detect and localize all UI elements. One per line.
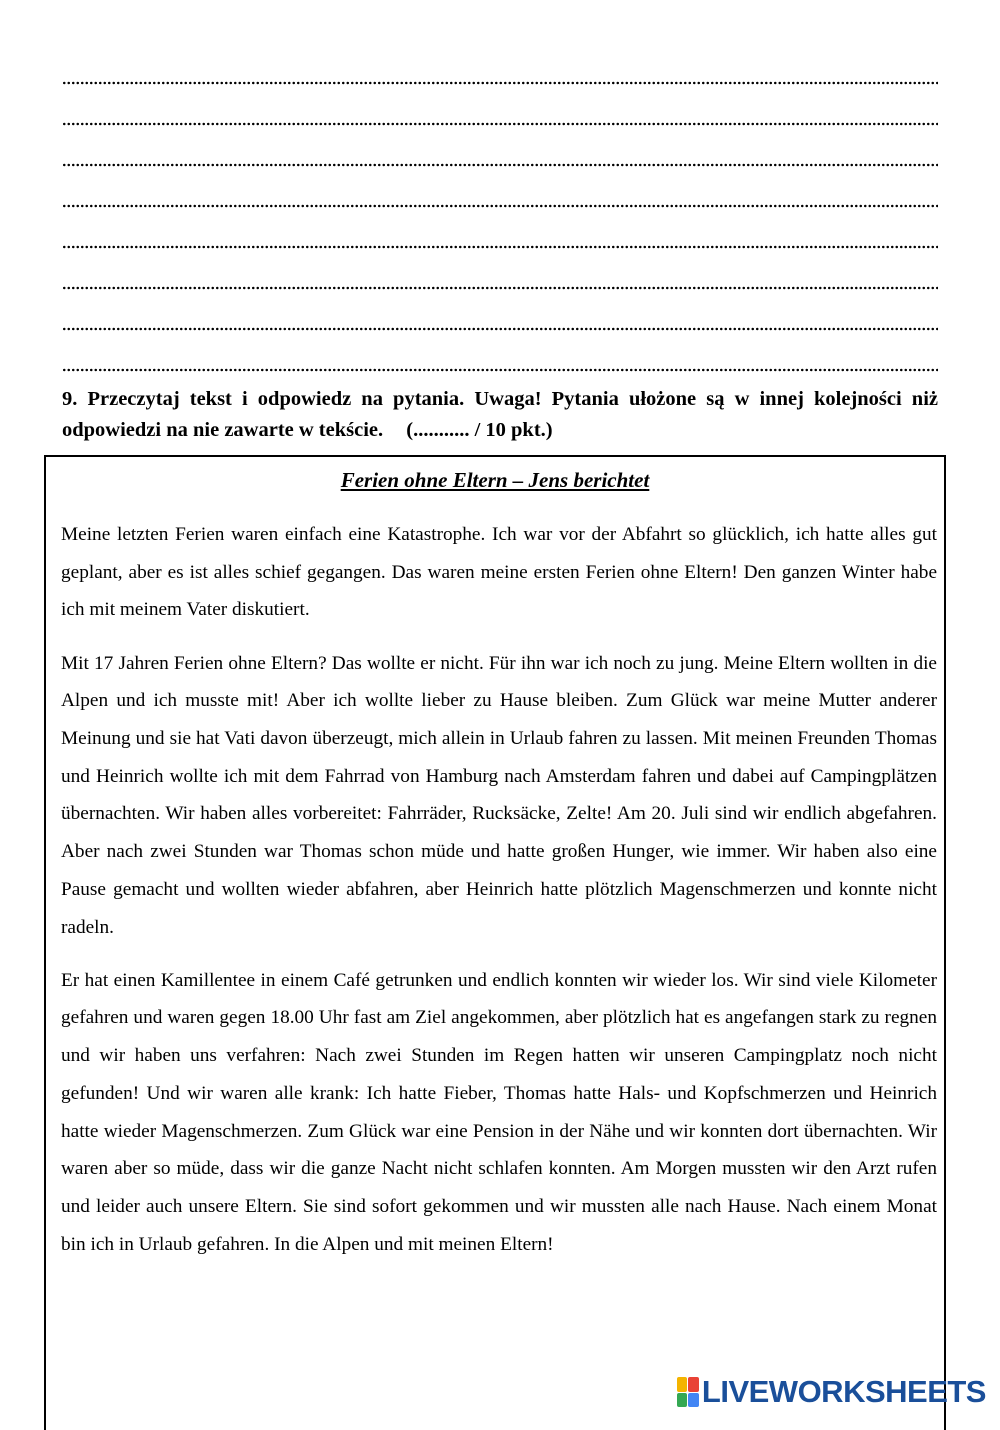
answer-line[interactable] <box>62 261 938 302</box>
story-paragraph-2: Mit 17 Jahren Ferien ohne Eltern? Das wollte er nicht. Für ihn war ich noch zu jung. Meine Eltern wollten in die Alpen und ich musste mit! Aber ich wollte lieber zu Hause bleiben. Zum Glück war meine Mutter anderer Meinung und sie hat Vati davon überzeugt, mich allein in Urlaub fahren zu lassen. Mit meinen Freunden Thomas und Heinrich wollte ich mit dem Fahrrad von Hamburg nach Amsterdam fahren und dabei auf Campingplätzen übernachten. Wir haben alles vorbereitet: Fahrräder, Rucksäcke, Zelte! Am 20. Juli sind wir endlich abgefahren. Aber nach zwei Stunden war Thomas schon müde und hatte großen Hunger, wie immer. Wir haben also eine Pause gemacht und wollten wieder abfahren, aber Heinrich hatte plötzlich Magenschmerzen und konnte nicht radeln. <box>61 652 937 938</box>
task-instruction <box>62 384 938 446</box>
task-points: (........... / 10 pkt.) <box>406 419 553 441</box>
task-instruction-text: 9. Przeczytaj tekst i odpowiedz na pytania. Uwaga! Pytania ułożone są w innej kolejności niż odpowiedzi na nie zawarte w tekście. <box>62 388 938 441</box>
story-paragraph-1: Meine letzten Ferien waren einfach eine Katastrophe. Ich war vor der Abfahrt so glücklich, ich hatte alles gut geplant, aber es ist alles schief gegangen. Das waren meine ersten Ferien ohne Eltern! Den ganzen Winter habe ich mit meinem Vater diskutiert. <box>61 524 937 621</box>
answer-line[interactable] <box>62 138 938 179</box>
answer-line-dots <box>62 368 938 372</box>
liveworksheets-logo-icon <box>677 1377 699 1407</box>
answer-line[interactable] <box>62 302 938 343</box>
answer-lines <box>62 56 938 384</box>
answer-line-dots <box>62 245 938 249</box>
answer-line-dots <box>62 81 938 85</box>
reading-title: Ferien ohne Eltern – Jens berichtet <box>340 468 650 492</box>
answer-line[interactable] <box>62 343 938 384</box>
answer-line[interactable] <box>62 56 938 97</box>
reading-text-box <box>44 455 946 1430</box>
liveworksheets-wordmark: LIVEWORKSHEETS <box>701 1374 986 1409</box>
answer-line-dots <box>62 122 938 126</box>
liveworksheets-watermark <box>677 1374 986 1410</box>
answer-line-dots <box>62 327 938 331</box>
reading-story <box>61 516 937 1279</box>
answer-line[interactable] <box>62 179 938 220</box>
answer-line[interactable] <box>62 97 938 138</box>
answer-line[interactable] <box>62 220 938 261</box>
answer-line-dots <box>62 163 938 167</box>
answer-line-dots <box>62 204 938 208</box>
answer-line-dots <box>62 286 938 290</box>
story-paragraph-3: Er hat einen Kamillentee in einem Café getrunken und endlich konnten wir wieder los. Wir sind viele Kilometer gefahren und waren gegen 18.00 Uhr fast am Ziel angekommen, aber plötzlich hat es angefangen stark zu regnen und wir haben uns verfahren: Nach zwei Stunden im Regen hatten wir unseren Campingplatz noch nicht gefunden! Und wir waren alle krank: Ich hatte Fieber, Thomas hatte Hals- und Kopfschmerzen und Heinrich hatte wieder Magenschmerzen. Zum Glück war eine Pension in der Nähe und wir konnten dort übernachten. Wir waren aber so müde, dass wir die ganze Nacht nicht schlafen konnten. Am Morgen mussten wir den Arzt rufen und leider auch unsere Eltern. Sie sind sofort gekommen und wir mussten alle nach Hause. Nach einem Monat bin ich in Urlaub gefahren. In die Alpen und mit meinen Eltern! <box>61 969 937 1255</box>
